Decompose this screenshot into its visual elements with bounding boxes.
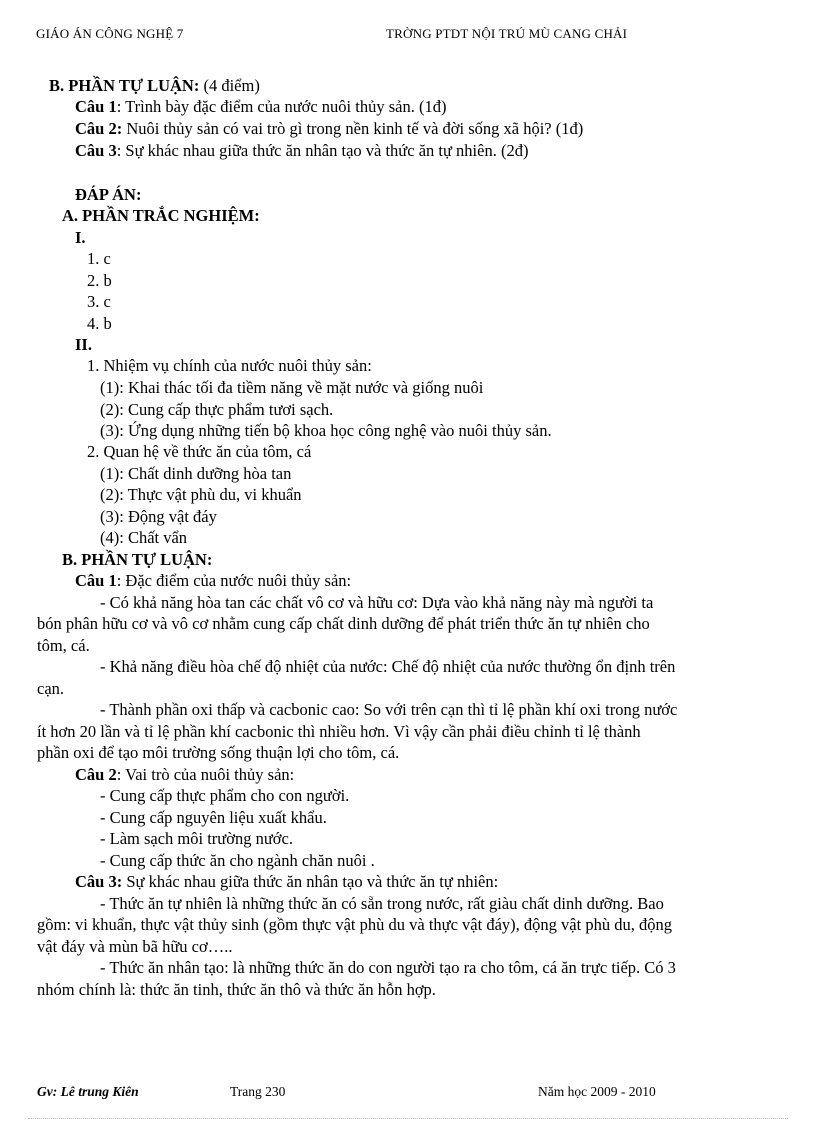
- question-1-text: : Trình bày đặc điểm của nước nuôi thủy sản. (1đ): [116, 97, 447, 116]
- answer-3-line: - Thức ăn nhân tạo: là những thức ăn do con người tạo ra cho tôm, cá ăn trực tiếp. Có 3: [100, 958, 676, 977]
- answer-1-line: ít hơn 20 lần và tỉ lệ phần khí cacbonic thì nhiều hơn. Vì vậy cần phải điều chỉnh tỉ lệ thành: [37, 722, 641, 741]
- part-a-title: A. PHẦN TRẮC NGHIỆM:: [62, 206, 260, 225]
- part-b-answer-title: B. PHẦN TỰ LUẬN:: [62, 550, 213, 569]
- answer-2-heading: [75, 765, 294, 785]
- question-3: [75, 141, 528, 161]
- mc-answer: 1. c: [87, 249, 111, 268]
- answer-1-line: - Thành phần oxi thấp và cacbonic cao: So với trên cạn thì tỉ lệ phần khí oxi trong nước: [100, 700, 678, 719]
- answer-1-line: - Có khả năng hòa tan các chất vô cơ và hữu cơ: Dựa vào khả năng này mà người ta: [100, 593, 654, 612]
- header-right: TRỜNG PTDT NỘI TRÚ MÙ CANG CHẢI: [386, 26, 628, 41]
- ii-2-item: (1): Chất dinh dưỡng hòa tan: [100, 464, 292, 483]
- answer-1-text: : Đặc điểm của nước nuôi thủy sản:: [116, 571, 352, 590]
- answer-1-label: Câu 1: [75, 571, 117, 590]
- ii-2-title: 2. Quan hệ về thức ăn của tôm, cá: [87, 442, 312, 461]
- answer-3-line: vật đáy và mùn bã hữu cơ…..: [37, 937, 233, 956]
- ii-2-item: (3): Động vật đáy: [100, 507, 217, 526]
- answer-3-label: Câu 3:: [75, 872, 123, 891]
- question-2-label: Câu 2:: [75, 119, 123, 138]
- answer-2-line: - Cung cấp thức ăn cho ngành chăn nuôi .: [100, 851, 375, 870]
- answer-2-text: : Vai trò của nuôi thủy sản:: [116, 765, 295, 784]
- answer-1-heading: [75, 571, 351, 591]
- question-2-text: Nuôi thủy sản có vai trò gì trong nền kinh tế và đời sống xã hội? (1đ): [122, 119, 584, 138]
- answer-1-line: tôm, cá.: [37, 636, 90, 655]
- part-b-points: (4 điểm): [199, 76, 260, 95]
- ii-1-title: 1. Nhiệm vụ chính của nước nuôi thủy sản:: [87, 356, 372, 375]
- question-1: [75, 97, 446, 117]
- answers-title: ĐÁP ÁN:: [75, 185, 142, 204]
- answer-1-line: bón phân hữu cơ và vô cơ nhằm cung cấp chất dinh dưỡng để phát triển thức ăn tự nhiên cho: [37, 614, 650, 633]
- answer-3-line: - Thức ăn tự nhiên là những thức ăn có sẵn trong nước, rất giàu chất dinh dưỡng. Bao: [100, 894, 664, 913]
- answer-1-line: cạn.: [37, 679, 65, 698]
- ii-2-item: (2): Thực vật phù du, vi khuẩn: [100, 485, 302, 504]
- answer-3-text: Sự khác nhau giữa thức ăn nhân tạo và thức ăn tự nhiên:: [122, 872, 499, 891]
- ii-1-item: (2): Cung cấp thực phẩm tươi sạch.: [100, 400, 334, 419]
- mc-answer: 3. c: [87, 292, 111, 311]
- question-3-text: : Sự khác nhau giữa thức ăn nhân tạo và thức ăn tự nhiên. (2đ): [116, 141, 529, 160]
- question-3-label: Câu 3: [75, 141, 117, 160]
- mc-answer: 2. b: [87, 271, 112, 290]
- answer-3-heading: [75, 872, 498, 892]
- section-ii: II.: [75, 335, 92, 354]
- answer-2-line: - Làm sạch môi trường nước.: [100, 829, 293, 848]
- answer-1-line: phần oxi để tạo môi trường sống thuận lợi cho tôm, cá.: [37, 743, 400, 762]
- question-2: [75, 119, 583, 139]
- footer-author: Gv: Lê trung Kiên: [37, 1084, 139, 1099]
- answer-2-line: - Cung cấp thực phẩm cho con người.: [100, 786, 350, 805]
- answer-3-line: gồm: vi khuẩn, thực vật thủy sinh (gồm thực vật phù du và thực vật đáy), động vật phù du, động: [37, 915, 672, 934]
- footer-page-number: Trang 230: [230, 1084, 286, 1099]
- part-b-questions-heading: [49, 76, 260, 96]
- answer-2-label: Câu 2: [75, 765, 117, 784]
- footer-school-year: Năm học 2009 - 2010: [538, 1084, 656, 1099]
- bottom-divider: [28, 1118, 788, 1119]
- answer-2-line: - Cung cấp nguyên liệu xuất khẩu.: [100, 808, 327, 827]
- header-left: GIÁO ÁN CÔNG NGHỆ 7: [36, 26, 184, 41]
- section-i: I.: [75, 228, 86, 247]
- ii-2-item: (4): Chất vẩn: [100, 528, 188, 547]
- ii-1-item: (3): Ứng dụng những tiến bộ khoa học công nghệ vào nuôi thủy sản.: [100, 421, 552, 440]
- ii-1-item: (1): Khai thác tối đa tiềm năng về mặt nước và giống nuôi: [100, 378, 484, 397]
- mc-answer: 4. b: [87, 314, 112, 333]
- answer-3-line: nhóm chính là: thức ăn tinh, thức ăn thô và thức ăn hỗn hợp.: [37, 980, 436, 999]
- part-b-title: B. PHẦN TỰ LUẬN:: [49, 76, 200, 95]
- answer-1-line: - Khả năng điều hòa chế độ nhiệt của nước: Chế độ nhiệt của nước thường ổn định trên: [100, 657, 676, 676]
- question-1-label: Câu 1: [75, 97, 117, 116]
